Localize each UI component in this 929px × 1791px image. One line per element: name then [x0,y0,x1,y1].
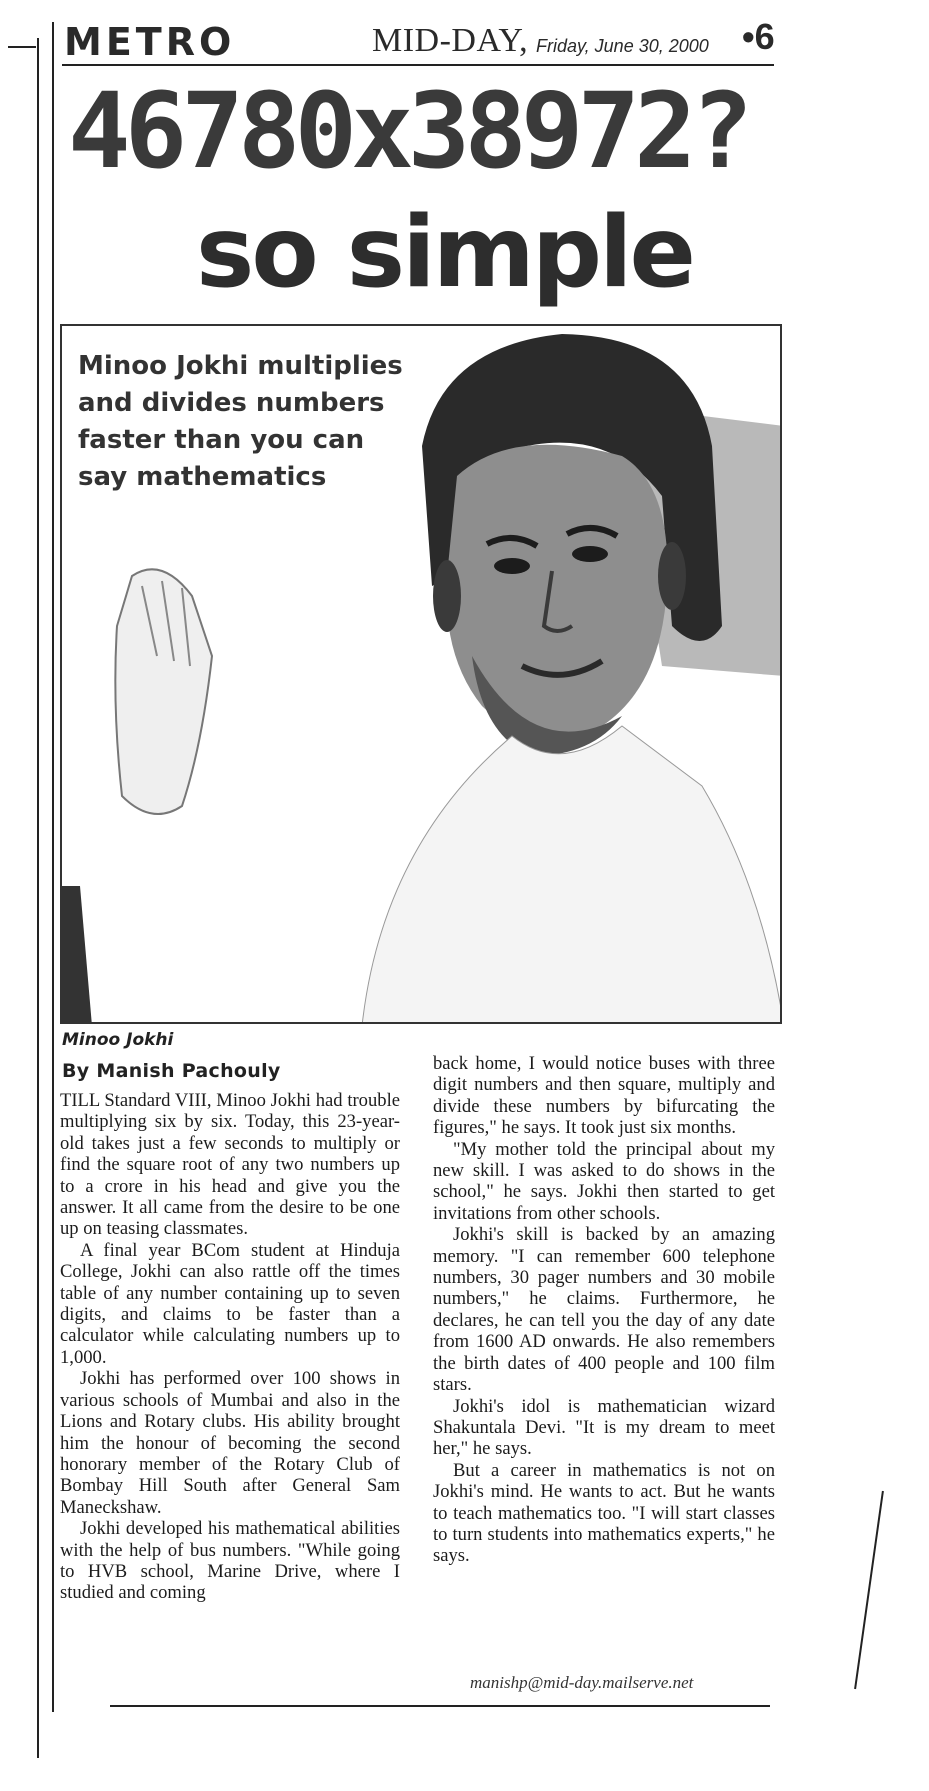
paragraph: But a career in mathematics is not on Jokhi's mind. He wants to act. But he wants to teach mathematics too. "I will start classes to turn students into mathematics experts," he says. [433,1459,775,1567]
column-rule-left [52,22,54,1712]
bottom-rule [110,1705,770,1707]
photo-caption: Minoo Jokhi [62,1030,174,1050]
issue-date: Friday, June 30, 2000 [536,36,709,56]
paragraph: TILL Standard VIII, Minoo Jokhi had trouble multiplying six by six. Today, this 23-year-old takes just a few seconds to multiply or find the square root of any two numbers up to a crore in his head and give you the answer. It all came from the desire to be one up on teasing classmates. [60,1090,400,1240]
author-email: manishp@mid-day.mailserve.net [470,1673,694,1692]
paragraph: Jokhi developed his mathematical abilities with the help of bus numbers. "While going to HVB school, Marine Drive, where I studied and coming [60,1518,400,1604]
section-label: METRO [64,20,236,64]
headline-line-1: 46780x38972? [68,70,748,192]
headline-line-2: so simple [196,196,694,310]
article-column-right [433,1053,775,1567]
page-number: •6 [742,16,775,57]
header-rule [62,64,774,66]
paragraph: back home, I would notice buses with three digit numbers and then square, multiply and divide these numbers by bifurcating the figures," he says. It took just six months. [433,1053,775,1139]
paragraph: Jokhi's skill is backed by an amazing memory. "I can remember 600 telephone numbers, 30 pager numbers and 30 mobile numbers," he claims. Furthermore, he declares, he can tell you the day of any date from 1600 AD onwards. He also remembers the birth dates of 400 people and 100 film stars. [433,1224,775,1396]
paragraph: A final year BCom student at Hinduja College, Jokhi can also rattle off the times table of any number containing up to seven digits, and claims to be faster than a calculator while calculating numbers up to 1,000. [60,1239,400,1368]
clipping-right-edge [854,1491,884,1689]
clipping-tick [8,46,36,48]
byline: By Manish Pachouly [62,1060,281,1082]
deck-subheadline: Minoo Jokhi multiplies and divides numbers faster than you can say mathematics [78,351,403,492]
article-column-left [60,1090,400,1604]
paragraph: Jokhi has performed over 100 shows in various schools of Mumbai and also in the Lions and Rotary clubs. His ability brought him the honour of becoming the second honorary member of the Rotary Club of Bombay Hill South after General Sam Maneckshaw. [60,1368,400,1518]
newspaper-name: MID-DAY, [372,22,529,59]
clipping-left-edge [37,38,39,1758]
paragraph: "My mother told the principal about my new skill. I was asked to do shows in the school," he says. Jokhi then started to get invitations from other schools. [433,1138,775,1224]
paragraph: Jokhi's idol is mathematician wizard Shakuntala Devi. "It is my dream to meet her," he says. [433,1395,775,1460]
